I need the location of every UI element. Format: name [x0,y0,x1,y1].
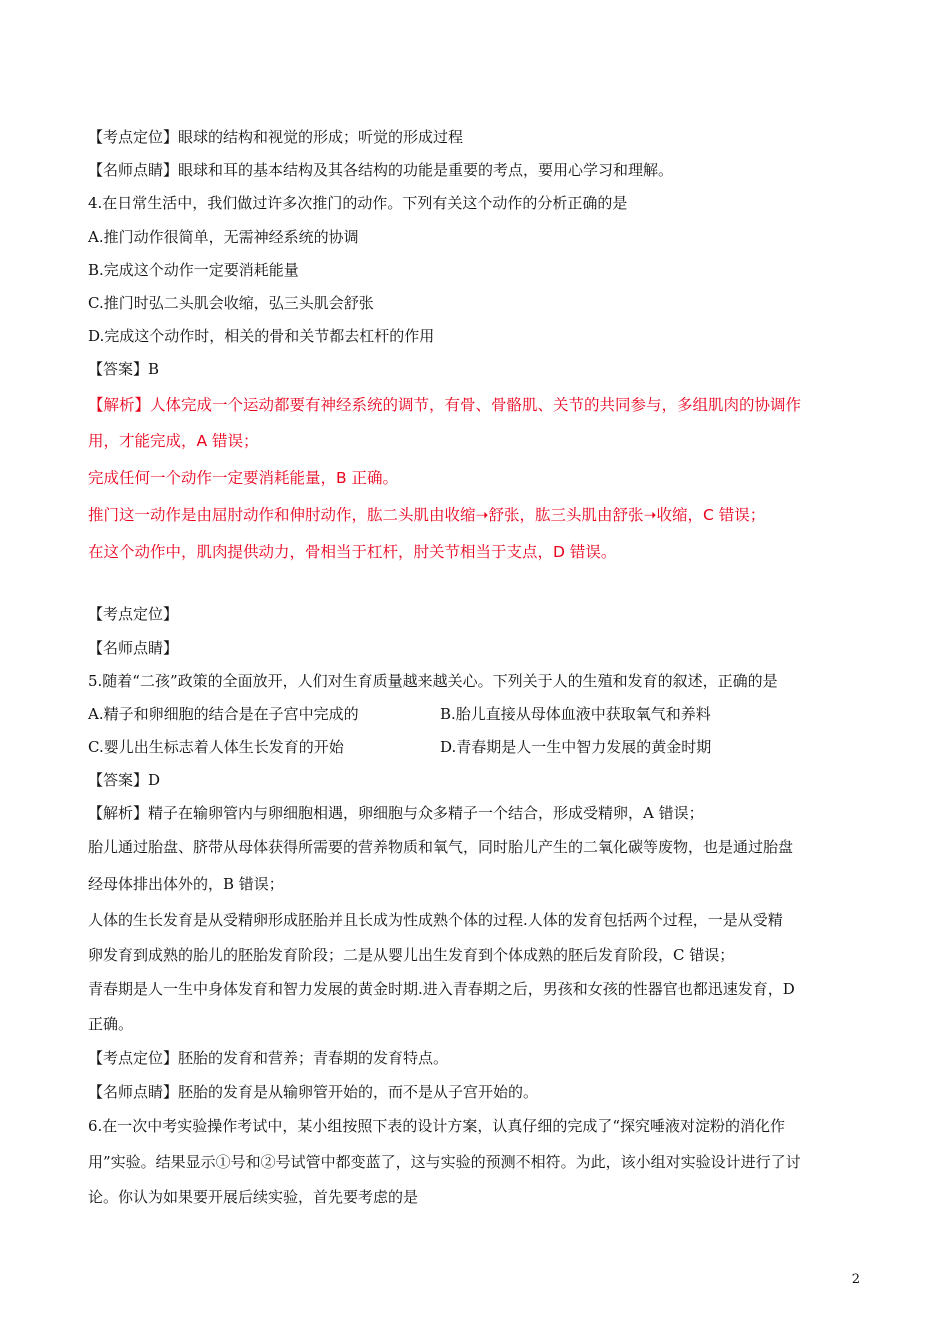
q5-option-d: D.青春期是人一生中智力发展的黄金时期 [440,738,712,756]
q6-stem-line: 6.在一次中考实验操作考试中，某小组按照下表的设计方案，认真仔细的完成了“探究唾液对淀粉的消化作 [88,1117,785,1135]
q4-answer: 【答案】B [88,360,160,378]
q5-option-a: A.精子和卵细胞的结合是在子宫中完成的 [88,705,359,723]
q4-analysis-line: 完成任何一个动作一定要消耗能量，B 正确。 [88,469,399,487]
q4-analysis-line: 用，才能完成，A 错误； [88,432,259,450]
q5-analysis-line: 经母体排出体外的，B 错误； [88,875,284,893]
page-number: 2 [851,1272,860,1287]
q6-stem-line: 用”实验。结果显示①号和②号试管中都变蓝了，这与实验的预测不相符。为此，该小组对实验设计进行了讨 [88,1153,801,1171]
q6-stem-line: 论。你认为如果要开展后续实验，首先要考虑的是 [88,1188,419,1206]
q5-analysis-line: 青春期是人一生中身体发育和智力发展的黄金时期.进入青春期之后，男孩和女孩的性器官也都迅速发育，D [88,980,795,998]
q4-option-a: A.推门动作很简单，无需神经系统的协调 [88,228,359,246]
q4-kaodian: 【考点定位】 [88,605,179,623]
q3-kaodian: 【考点定位】眼球的结构和视觉的形成；听觉的形成过程 [88,128,464,146]
q4-analysis-line: 在这个动作中，肌肉提供动力，骨相当于杠杆，肘关节相当于支点，D 错误。 [88,543,617,561]
q4-mingshi: 【名师点睛】 [88,639,179,657]
q5-option-b: B.胎儿直接从母体血液中获取氧气和养料 [440,705,711,723]
q4-option-c: C.推门时弘二头肌会收缩，弘三头肌会舒张 [88,294,374,312]
q5-analysis-line: 胎儿通过胎盘、脐带从母体获得所需要的营养物质和氧气，同时胎儿产生的二氧化碳等废物，也是通过胎盘 [88,838,794,856]
q5-option-c: C.婴儿出生标志着人体生长发育的开始 [88,738,344,756]
q3-mingshi: 【名师点睛】眼球和耳的基本结构及其各结构的功能是重要的考点，要用心学习和理解。 [88,161,674,179]
q5-kaodian: 【考点定位】胚胎的发育和营养；青春期的发育特点。 [88,1049,449,1067]
q5-analysis-line: 人体的生长发育是从受精卵形成胚胎并且长成为性成熟个体的过程.人体的发育包括两个过程，一是从受精 [88,911,783,929]
q5-mingshi: 【名师点睛】胚胎的发育是从输卵管开始的，而不是从子宫开始的。 [88,1083,539,1101]
q4-stem: 4.在日常生活中，我们做过许多次推门的动作。下列有关这个动作的分析正确的是 [88,194,628,212]
q4-analysis-line: 【解析】人体完成一个运动都要有神经系统的调节，有骨、骨骼肌、关节的共同参与，多组肌肉的协调作 [88,396,802,414]
q4-option-d: D.完成这个动作时，相关的骨和关节都去杠杆的作用 [88,327,435,345]
q4-option-b: B.完成这个动作一定要消耗能量 [88,261,299,279]
q4-analysis-line: 推门这一动作是由屈肘动作和伸肘动作，肱二头肌由收缩➝舒张，肱三头肌由舒张➝收缩，C 错误； [88,506,766,524]
q5-stem: 5.随着“二孩”政策的全面放开，人们对生育质量越来越关心。下列关于人的生殖和发育的叙述，正确的是 [88,672,778,690]
q5-answer: 【答案】D [88,771,161,789]
q5-analysis-line: 卵发育到成熟的胎儿的胚胎发育阶段；二是从婴儿出生发育到个体成熟的胚后发育阶段，C 错误； [88,946,735,964]
q5-analysis-line: 【解析】精子在输卵管内与卵细胞相遇，卵细胞与众多精子一个结合，形成受精卵，A 错误； [88,804,704,822]
q5-analysis-line: 正确。 [88,1015,134,1033]
